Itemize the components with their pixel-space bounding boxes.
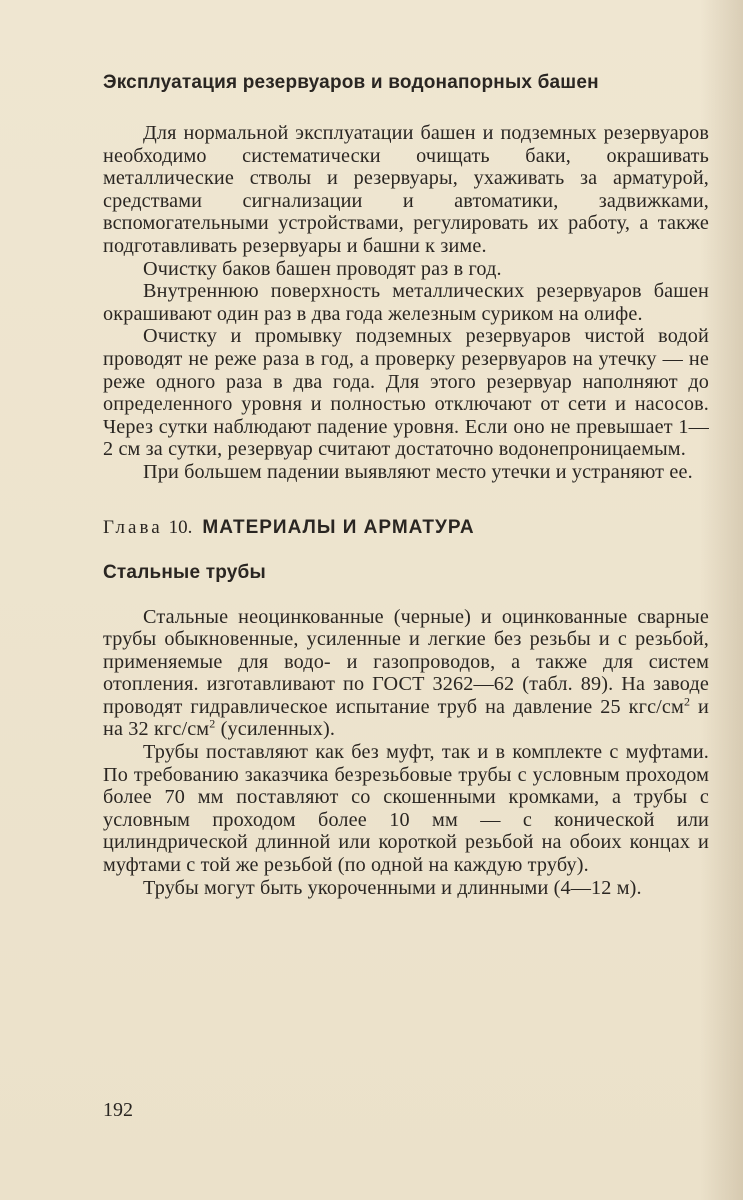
- paragraph: Трубы поставляют как без муфт, так и в комплекте с муфтами. По требованию заказчика безрезьбовые трубы с условным проходом более 70 мм поставляют со скошенными кромками, а трубы с условным проходом более 10 мм — с конической или цилиндрической длинной или короткой резьбой на обоих концах и муфтами с той же резьбой (по одной на каждую трубу).: [103, 741, 709, 877]
- paragraph: [103, 606, 709, 742]
- paragraph: Внутреннюю поверхность металлических резервуаров башен окрашивают один раз в два года железным суриком на олифе.: [103, 280, 709, 325]
- chapter-title: МАТЕРИАЛЫ И АРМАТУРА: [202, 516, 475, 538]
- page-number: 192: [103, 1099, 133, 1121]
- section-heading-steel-pipes: Стальные трубы: [103, 561, 266, 583]
- chapter-word: Глава: [103, 516, 163, 538]
- paragraph-text: Стальные неоцинкованные (черные) и оцинкованные сварные трубы обыкновенные, усиленные и легкие без резьбы и с резьбой, применяемые для водо- и газопроводов, а также для систем отопления. изготавливают по ГОСТ 3262—62 (табл. 89). На заводе проводят гидравлическое испытание труб на давление 25 кгс/см: [103, 605, 709, 718]
- paragraph: Трубы могут быть укороченными и длинными (4—12 м).: [143, 876, 642, 899]
- chapter-number: 10.: [168, 516, 193, 538]
- section-heading-reservoirs: Эксплуатация резервуаров и водонапорных башен: [103, 72, 599, 93]
- paragraph: Очистку и промывку подземных резервуаров чистой водой проводят не реже раза в год, а проверку резервуаров на утечку — не реже одного раза в два года. Для этого резервуар наполняют до определенного уровня и полностью отключают от сети и насосов. Через сутки наблюдают падение уровня. Если оно не превышает 1—2 см за сутки, резервуар считают достаточно водонепроницаемым.: [103, 325, 709, 461]
- paragraph-text: (усиленных).: [215, 718, 336, 741]
- paragraph: Очистку баков башен проводят раз в год.: [143, 257, 502, 280]
- paragraph: Для нормальной эксплуатации башен и подземных резервуаров необходимо систематически очищать баки, окрашивать металлические стволы и резервуары, ухаживать за арматурой, средствами сигнализации и автоматики, задвижками, вспомогательными устройствами, регулировать их работу, а также подготавливать резервуары и башни к зиме.: [103, 122, 709, 257]
- paragraph: При большем падении выявляют место утечки и устраняют ее.: [143, 460, 693, 483]
- superscript: 2: [683, 694, 691, 709]
- page-content: [103, 68, 709, 899]
- paragraph-text: и на 32 кгс/см: [103, 695, 709, 741]
- chapter-heading: [103, 516, 709, 540]
- superscript: 2: [209, 716, 216, 731]
